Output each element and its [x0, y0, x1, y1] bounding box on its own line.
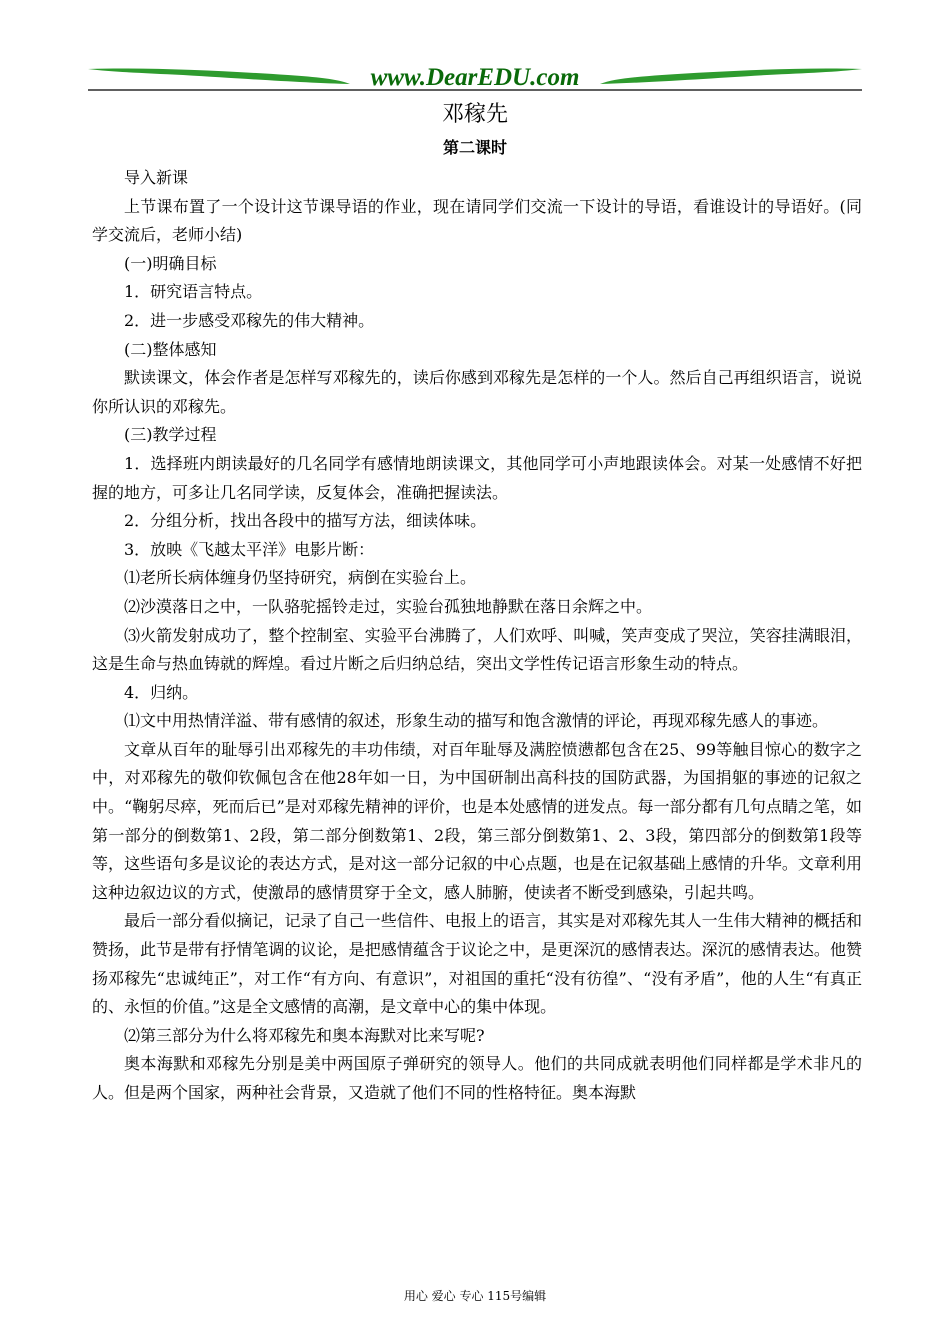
paragraph: 最后一部分看似摘记，记录了自己一些信件、电报上的语言，其实是对邓稼先其人一生伟大精神的概括和赞扬，此节是带有抒情笔调的议论，是把感情蕴含于议论之中，是更深沉的感情表达。深沉的感情表达。他赞扬邓稼先“忠诚纯正”，对工作“有方向、有意识”，对祖国的重托“没有彷徨”、“没有矛盾”，他的人生“有真正的、永恒的价值。”这是全文感情的高潮，是文章中心的集中体现。	[92, 911, 862, 1017]
site-logo-text: www.DearEDU.com	[370, 64, 580, 91]
paragraph: 上节课布置了一个设计这节课导语的作业，现在请同学们交流一下设计的导语，看谁设计的导语好。(同学交流后，老师小结)	[92, 196, 862, 245]
paragraph: ⑶火箭发射成功了，整个控制室、实验平台沸腾了，人们欢呼、叫喊，笑声变成了哭泣，笑容挂满眼泪，这是生命与热血铸就的辉煌。看过片断之后归纳总结，突出文学性传记语言形象生动的特点。	[92, 625, 862, 674]
lesson-subtitle: 第二课时	[442, 138, 507, 157]
left-leaf-swoosh	[88, 68, 350, 84]
paragraph: ⑵沙漠落日之中，一队骆驼摇铃走过，实验台孤独地静默在落日余辉之中。	[124, 596, 653, 616]
paragraph: ⑴老所长病体缠身仍坚持研究，病倒在实验台上。	[124, 568, 477, 588]
paragraph: ⑵第三部分为什么将邓稼先和奥本海默对比来写呢?	[124, 1025, 485, 1045]
right-leaf-swoosh	[600, 68, 862, 84]
paragraph: 1．选择班内朗读最好的几名同学有感情地朗读课文，其他同学可小声地跟读体会。对某一处感情不好把握的地方，可多让几名同学读，反复体会，准确把握读法。	[92, 453, 862, 502]
paragraph: (二)整体感知	[124, 339, 217, 359]
paragraph: 默读课文，体会作者是怎样写邓稼先的，读后你感到邓稼先是怎样的一个人。然后自己再组织语言，说说你所认识的邓稼先。	[92, 368, 862, 416]
page-title: 邓稼先	[441, 102, 508, 127]
site-banner	[88, 62, 862, 96]
paragraph: ⑴文中用热情洋溢、带有感情的叙述，形象生动的描写和饱含激情的评论，再现邓稼先感人的事迹。	[124, 711, 829, 731]
lesson-content	[92, 164, 862, 1108]
paragraph: (一)明确目标	[124, 253, 217, 273]
paragraph: 2．进一步感受邓稼先的伟大精神。	[124, 310, 375, 330]
paragraph: 3．放映《飞越太平洋》电影片断：	[124, 539, 375, 559]
paragraph: 文章从百年的耻辱引出邓稼先的丰功伟绩，对百年耻辱及满腔愤懑都包含在25、99等触目惊心的数字之中，对邓稼先的敬仰钦佩包含在他28年如一日，为中国研制出高科技的国防武器，为国捐躯的事迹的记叙之中。“鞠躬尽瘁，死而后已”是对邓稼先精神的评价，也是本处感情的迸发点。每一部分都有几句点睛之笔，如第一部分的倒数第1、2段，第二部分倒数第1、2段，第三部分倒数第1、2、3段，第四部分的倒数第1段等等，这些语句多是议论的表达方式，是对这一部分记叙的中心点题，也是在记叙基础上感情的升华。文章利用这种边叙边议的方式，使激昂的感情贯穿于全文，感人肺腑，使读者不断受到感染，引起共鸣。	[92, 739, 862, 902]
page-footer: 用心 爱心 专心 115号编辑	[403, 1289, 547, 1303]
paragraph: 导入新课	[124, 168, 189, 187]
paragraph: (三)教学过程	[124, 425, 217, 445]
paragraph: 4．归纳。	[124, 682, 199, 702]
paragraph: 2．分组分析，找出各段中的描写方法，细读体味。	[124, 511, 487, 531]
paragraph: 奥本海默和邓稼先分别是美中两国原子弹研究的领导人。他们的共同成就表明他们同样都是学术非凡的人。但是两个国家，两种社会背景，又造就了他们不同的性格特征。奥本海默	[92, 1054, 862, 1102]
paragraph: 1．研究语言特点。	[124, 282, 263, 302]
